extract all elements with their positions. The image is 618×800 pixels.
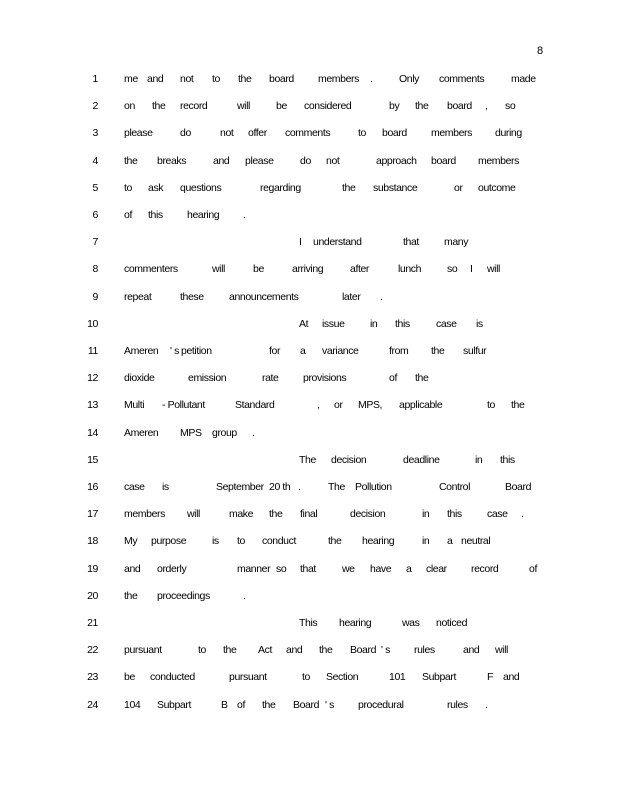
transcript-word: me bbox=[124, 73, 138, 85]
transcript-line bbox=[0, 125, 618, 141]
transcript-word: orderly bbox=[157, 562, 187, 575]
transcript-word: to bbox=[302, 671, 310, 684]
transcript-line bbox=[0, 642, 618, 658]
transcript-word: make bbox=[229, 508, 254, 521]
transcript-line bbox=[0, 669, 618, 685]
transcript-word: of bbox=[389, 372, 397, 385]
transcript-word: The bbox=[299, 453, 316, 466]
transcript-word: so bbox=[447, 263, 458, 276]
transcript-word: is bbox=[162, 481, 169, 493]
transcript-word: Only bbox=[399, 73, 419, 85]
transcript-word: or bbox=[454, 181, 463, 194]
transcript-word: Board bbox=[505, 481, 532, 493]
transcript-word: or bbox=[334, 399, 343, 412]
transcript-word: petition bbox=[181, 345, 212, 357]
transcript-word: to bbox=[124, 181, 132, 194]
transcript-line bbox=[0, 697, 618, 713]
transcript-word: Control bbox=[439, 481, 471, 493]
transcript-word: board bbox=[382, 127, 407, 140]
transcript-word: will bbox=[487, 263, 500, 276]
transcript-line bbox=[0, 533, 618, 549]
transcript-word: understand bbox=[313, 236, 362, 249]
transcript-word: in bbox=[370, 317, 378, 330]
transcript-word: and bbox=[463, 644, 480, 657]
transcript-word: . bbox=[252, 426, 255, 439]
transcript-word: so bbox=[276, 562, 287, 575]
transcript-word: . bbox=[243, 589, 246, 602]
transcript-word: substance bbox=[373, 181, 418, 194]
line-number: 9 bbox=[92, 290, 98, 303]
transcript-word: record bbox=[471, 562, 499, 575]
transcript-word: to bbox=[237, 535, 245, 548]
transcript-word: in bbox=[422, 508, 430, 521]
transcript-word: the bbox=[415, 372, 429, 385]
transcript-word: At bbox=[299, 317, 309, 330]
transcript-word: be bbox=[253, 263, 264, 276]
transcript-word: and bbox=[124, 562, 141, 575]
transcript-word: rules bbox=[414, 644, 435, 657]
line-number: 1 bbox=[92, 73, 98, 85]
transcript-word: F bbox=[487, 671, 494, 684]
transcript-line bbox=[0, 261, 618, 277]
transcript-word: and bbox=[503, 671, 520, 684]
transcript-word: group bbox=[212, 426, 237, 439]
transcript-word: . bbox=[485, 698, 488, 711]
transcript-word: to bbox=[487, 399, 495, 412]
transcript-word: in bbox=[475, 453, 483, 466]
transcript-word: members bbox=[478, 154, 519, 167]
transcript-word: a bbox=[447, 535, 453, 548]
transcript-word: B bbox=[221, 698, 228, 711]
transcript-word: variance bbox=[322, 345, 359, 357]
transcript-word: comments bbox=[285, 127, 331, 140]
transcript-word: so bbox=[505, 100, 516, 113]
transcript-word: please bbox=[245, 154, 274, 167]
transcript-word: ask bbox=[148, 181, 164, 194]
transcript-word: conduct bbox=[262, 535, 296, 548]
transcript-word: after bbox=[350, 263, 370, 276]
transcript-word: this bbox=[447, 508, 462, 521]
transcript-word: not bbox=[180, 73, 194, 85]
transcript-word: decision bbox=[350, 508, 386, 521]
transcript-word: Board bbox=[293, 698, 320, 711]
line-number: 12 bbox=[87, 372, 98, 385]
transcript-line bbox=[0, 506, 618, 522]
transcript-word: to bbox=[212, 73, 220, 85]
transcript-line bbox=[0, 316, 618, 332]
transcript-word: the bbox=[124, 154, 138, 167]
transcript-word: decision bbox=[331, 453, 367, 466]
transcript-word: hearing bbox=[187, 209, 220, 221]
line-number: 16 bbox=[87, 481, 98, 493]
transcript-word: this bbox=[500, 453, 515, 466]
transcript-line bbox=[0, 98, 618, 114]
transcript-word: Section bbox=[326, 671, 359, 684]
transcript-word: the bbox=[223, 644, 237, 657]
transcript-word: 101 bbox=[389, 671, 406, 684]
transcript-word: record bbox=[180, 100, 208, 113]
transcript-word: regarding bbox=[260, 181, 301, 194]
transcript-word: neutral bbox=[461, 535, 491, 548]
transcript-word: commenters bbox=[124, 263, 178, 276]
transcript-word: hearing bbox=[339, 617, 372, 629]
transcript-word: MPS bbox=[180, 426, 202, 439]
transcript-word: 20 th bbox=[269, 481, 291, 493]
transcript-word: we bbox=[342, 562, 355, 575]
line-number: 13 bbox=[87, 399, 98, 412]
line-number: 2 bbox=[92, 100, 98, 113]
transcript-line bbox=[0, 343, 618, 359]
transcript-word: considered bbox=[304, 100, 352, 113]
transcript-word: in bbox=[422, 535, 430, 548]
transcript-word: not bbox=[220, 127, 234, 140]
transcript-word: , bbox=[485, 100, 488, 113]
transcript-word: 104 bbox=[124, 698, 141, 711]
transcript-line bbox=[0, 207, 618, 223]
transcript-line bbox=[0, 234, 618, 250]
transcript-word: questions bbox=[180, 181, 222, 194]
transcript-word: , bbox=[317, 399, 320, 412]
transcript-word: case bbox=[487, 508, 508, 521]
line-number: 19 bbox=[87, 562, 98, 575]
transcript-word: on bbox=[124, 100, 135, 113]
transcript-word: provisions bbox=[303, 372, 347, 385]
transcript-word: the bbox=[511, 399, 525, 412]
transcript-word: final bbox=[300, 508, 318, 521]
page-number: 8 bbox=[537, 45, 543, 57]
transcript-word: I bbox=[299, 236, 302, 249]
transcript-word: announcements bbox=[229, 290, 299, 303]
line-number: 18 bbox=[87, 535, 98, 548]
transcript-word: offer bbox=[248, 127, 267, 140]
line-number: 24 bbox=[87, 698, 98, 711]
transcript-word: members bbox=[431, 127, 472, 140]
transcript-line bbox=[0, 425, 618, 441]
transcript-word: September bbox=[216, 481, 264, 493]
transcript-word: is bbox=[212, 535, 219, 548]
transcript-word: ' s bbox=[381, 644, 390, 657]
transcript-word: deadline bbox=[403, 453, 440, 466]
line-number: 20 bbox=[87, 589, 98, 602]
transcript-word: the bbox=[342, 181, 356, 194]
transcript-word: to bbox=[198, 644, 206, 657]
transcript-word: ' s bbox=[325, 698, 334, 711]
line-number: 3 bbox=[92, 127, 98, 140]
transcript-word: made bbox=[511, 73, 536, 85]
transcript-word: to bbox=[358, 127, 366, 140]
transcript-word: the bbox=[262, 698, 276, 711]
transcript-word: . bbox=[380, 290, 383, 303]
line-number: 17 bbox=[87, 508, 98, 521]
transcript-word: proceedings bbox=[157, 589, 210, 602]
line-number: 4 bbox=[92, 154, 98, 167]
line-number: 8 bbox=[92, 263, 98, 276]
line-number: 22 bbox=[87, 644, 98, 657]
transcript-word: that bbox=[403, 236, 419, 249]
line-number: 6 bbox=[92, 209, 98, 221]
transcript-word: the bbox=[319, 644, 333, 657]
transcript-word: the bbox=[431, 345, 445, 357]
transcript-word: will bbox=[495, 644, 508, 657]
transcript-word: a bbox=[406, 562, 412, 575]
line-number: 14 bbox=[87, 426, 98, 439]
transcript-word: and bbox=[147, 73, 164, 85]
transcript-word: clear bbox=[426, 562, 447, 575]
transcript-word: members bbox=[318, 73, 359, 85]
transcript-word: pursuant bbox=[229, 671, 267, 684]
transcript-word: later bbox=[342, 290, 361, 303]
transcript-word: is bbox=[476, 317, 483, 330]
transcript-word: dioxide bbox=[124, 372, 155, 385]
transcript-word: Subpart bbox=[422, 671, 456, 684]
transcript-word: the bbox=[269, 508, 283, 521]
transcript-word: applicable bbox=[399, 399, 443, 412]
transcript-word: the bbox=[328, 535, 342, 548]
transcript-word: be bbox=[276, 100, 287, 113]
transcript-word: Ameren bbox=[124, 426, 159, 439]
transcript-word: board bbox=[447, 100, 472, 113]
transcript-line bbox=[0, 588, 618, 604]
transcript-word: Pollution bbox=[355, 481, 392, 493]
transcript-word: rate bbox=[262, 372, 279, 385]
transcript-word: procedural bbox=[358, 698, 404, 711]
transcript-word: the bbox=[238, 73, 252, 85]
transcript-word: hearing bbox=[362, 535, 395, 548]
transcript-line bbox=[0, 180, 618, 196]
line-number: 23 bbox=[87, 671, 98, 684]
transcript-word: . bbox=[298, 481, 301, 493]
transcript-line bbox=[0, 153, 618, 169]
transcript-word: This bbox=[299, 617, 318, 629]
line-number: 21 bbox=[87, 617, 98, 629]
transcript-word: ' s bbox=[170, 345, 179, 357]
transcript-word: during bbox=[495, 127, 522, 140]
transcript-word: Board bbox=[350, 644, 377, 657]
transcript-word: manner bbox=[237, 562, 271, 575]
transcript-word: and bbox=[213, 154, 230, 167]
transcript-word: members bbox=[124, 508, 165, 521]
transcript-line bbox=[0, 479, 618, 495]
transcript-word: this bbox=[395, 317, 410, 330]
transcript-word: by bbox=[389, 100, 400, 113]
transcript-word: for bbox=[269, 345, 281, 357]
transcript-word: these bbox=[180, 290, 204, 303]
transcript-word: The bbox=[328, 481, 345, 493]
transcript-word: comments bbox=[439, 73, 485, 85]
line-number: 11 bbox=[87, 345, 98, 357]
transcript-word: board bbox=[431, 154, 456, 167]
transcript-word: Ameren bbox=[124, 345, 159, 357]
transcript-word: and bbox=[286, 644, 303, 657]
transcript-word: MPS, bbox=[358, 399, 383, 412]
transcript-word: . bbox=[521, 508, 524, 521]
transcript-word: will bbox=[212, 263, 225, 276]
transcript-word: sulfur bbox=[463, 345, 487, 357]
transcript-word: of bbox=[237, 698, 245, 711]
transcript-word: the bbox=[124, 589, 138, 602]
transcript-word: I bbox=[470, 263, 473, 276]
transcript-word: Act bbox=[258, 644, 272, 657]
transcript-line bbox=[0, 71, 618, 87]
transcript-word: - Pollutant bbox=[162, 399, 205, 412]
transcript-word: My bbox=[124, 535, 138, 548]
transcript-word: Standard bbox=[235, 399, 275, 412]
line-number: 7 bbox=[92, 236, 98, 249]
transcript-word: that bbox=[300, 562, 316, 575]
transcript-word: the bbox=[415, 100, 429, 113]
transcript-word: be bbox=[124, 671, 135, 684]
transcript-word: pursuant bbox=[124, 644, 162, 657]
transcript-word: Subpart bbox=[157, 698, 191, 711]
transcript-word: a bbox=[300, 345, 306, 357]
transcript-line bbox=[0, 397, 618, 413]
transcript-word: Multi bbox=[124, 399, 145, 412]
transcript-word: board bbox=[269, 73, 294, 85]
transcript-word: rules bbox=[447, 698, 468, 711]
transcript-word: from bbox=[389, 345, 409, 357]
transcript-word: noticed bbox=[436, 617, 468, 629]
transcript-word: emission bbox=[188, 372, 227, 385]
transcript-word: many bbox=[444, 236, 469, 249]
transcript-word: lunch bbox=[398, 263, 422, 276]
transcript-word: do bbox=[180, 127, 191, 140]
transcript-line bbox=[0, 561, 618, 577]
transcript-word: was bbox=[402, 617, 420, 629]
transcript-word: will bbox=[187, 508, 200, 521]
transcript-word: do bbox=[300, 154, 311, 167]
transcript-word: case bbox=[436, 317, 457, 330]
transcript-word: . bbox=[243, 209, 246, 221]
transcript-word: not bbox=[326, 154, 340, 167]
transcript-line bbox=[0, 452, 618, 468]
transcript-word: of bbox=[529, 562, 537, 575]
transcript-word: approach bbox=[376, 154, 417, 167]
transcript-word: repeat bbox=[124, 290, 152, 303]
transcript-word: case bbox=[124, 481, 145, 493]
line-number: 5 bbox=[92, 181, 98, 194]
transcript-line bbox=[0, 370, 618, 386]
transcript-word: outcome bbox=[478, 181, 516, 194]
transcript-line bbox=[0, 615, 618, 631]
transcript-line bbox=[0, 289, 618, 305]
transcript-word: arriving bbox=[292, 263, 324, 276]
transcript-word: of bbox=[124, 209, 132, 221]
transcript-word: . bbox=[370, 73, 373, 85]
transcript-word: conducted bbox=[150, 671, 195, 684]
transcript-word: issue bbox=[322, 317, 345, 330]
transcript-word: please bbox=[124, 127, 153, 140]
transcript-word: purpose bbox=[151, 535, 187, 548]
line-number: 10 bbox=[87, 317, 98, 330]
transcript-word: the bbox=[152, 100, 166, 113]
transcript-word: this bbox=[148, 209, 163, 221]
transcript-word: breaks bbox=[157, 154, 187, 167]
transcript-word: have bbox=[370, 562, 392, 575]
line-number: 15 bbox=[87, 453, 98, 466]
transcript-word: will bbox=[237, 100, 250, 113]
